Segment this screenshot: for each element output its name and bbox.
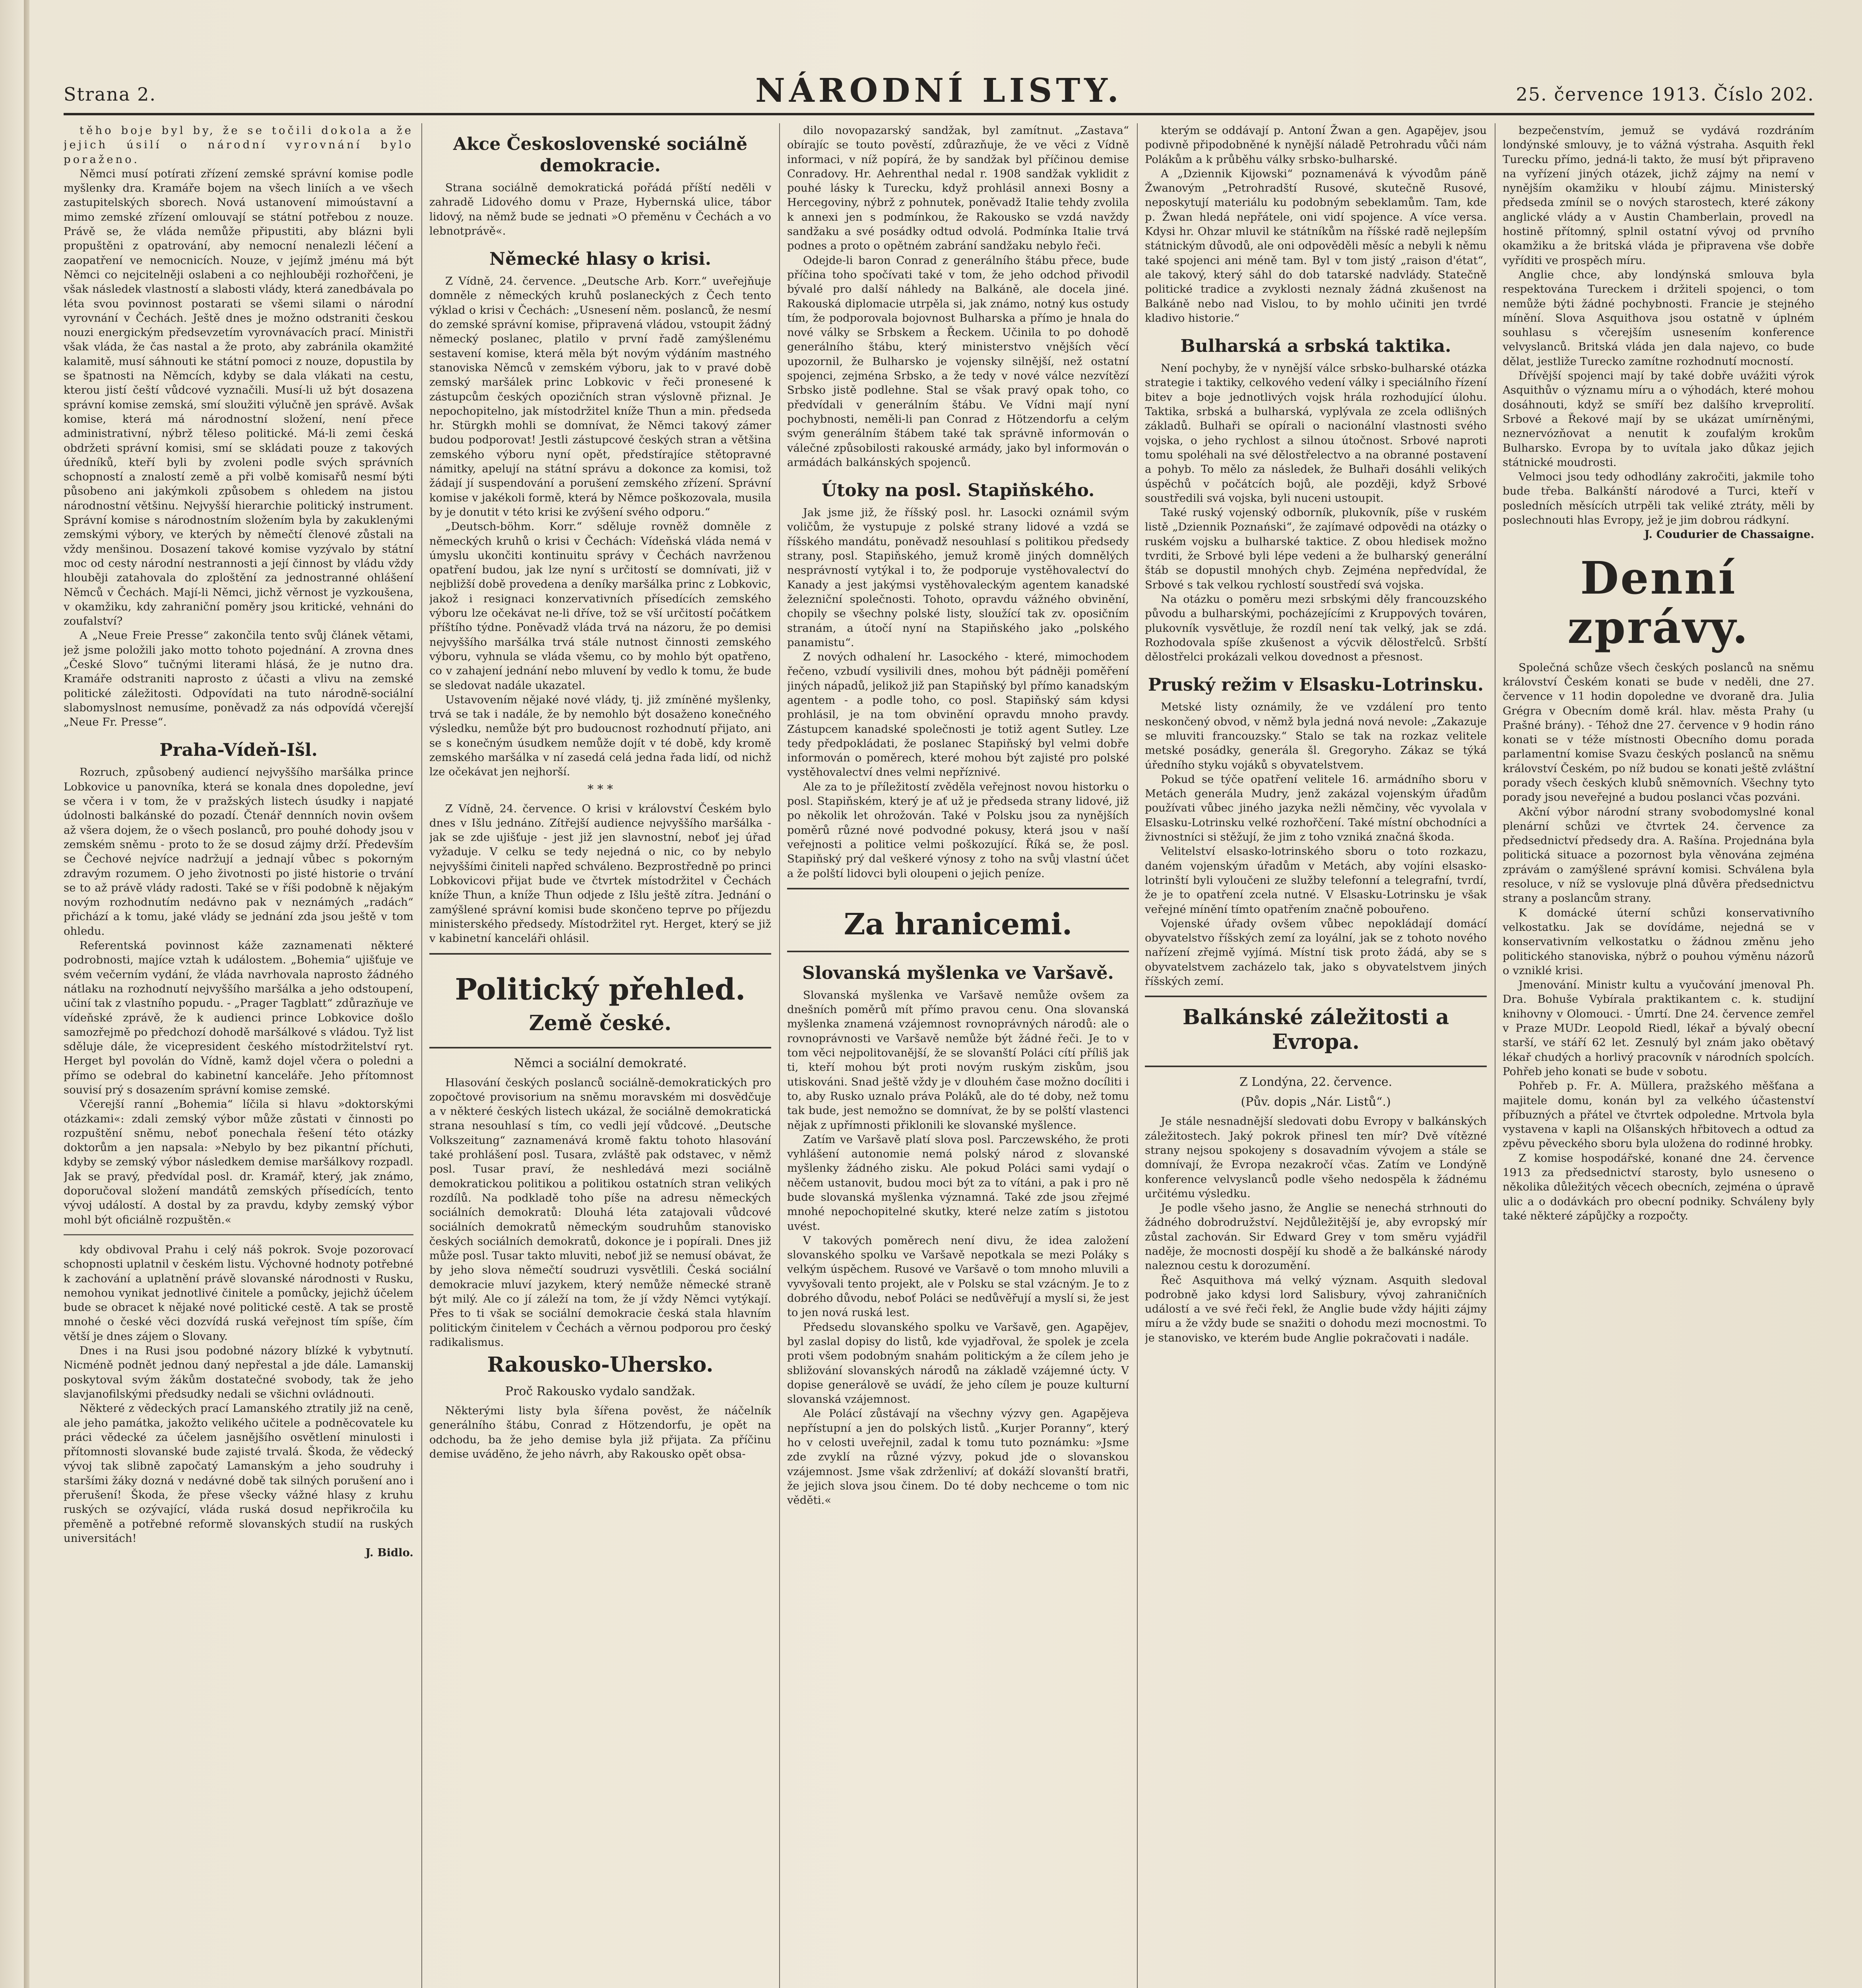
column-rule [421,123,422,1988]
section-divider [64,1234,413,1235]
paragraph: Metské listy oznámily, že ve vzdálení pro tento neskončený obvod, v němž byla jedná nová nevole: „Zakazuje se mluviti francouzsky.“ Stalo se tak na rozkaz velitele metské posádky, generála šl. Gregoryho. Zákaz se týká úředního styku vojáků s obyvatelstvem. [1145,701,1487,771]
column-3 [787,123,1129,1988]
paragraph: Akční výbor národní strany svobodomyslné konal plenární schůzi ve čtvrtek 24. července za předsednictví předsedy dra. A. Rašína. Projednána byla politická situace a pozornost byla věnována zejména zprávám o zamýšlené správní komisi. Schválena byla resoluce, v níž se vyslovuje plná důvěra předsednictvu strany a poslancům strany. [1503,805,1814,905]
article-heading: Praha-Vídeň-Išl. [159,740,318,761]
paragraph: dilo novopazarský sandžak, byl zamítnut. „Zastava“ obírajíc se touto pověstí, zdůrazňuje, že ve věci z Vídně informaci, v níž popírá, že by sandžak byl příčinou demise Conradovy. Hr. Aehrenthal nedal r. 1908 sandžak vyklidit z pouhé lásky k Turecku, když prohlásil annexi Bosny a Hercegoviny, nýbrž z pohnutek, poněvadž Italie tehdy zvolila k annexi jen s podmínkou, že Rakousko se vzdá navždy sandžaku a své posádky odtud odvolá. Podmínka Italie trvá podnes a proto o opětném zabrání sandžaku nebylo řeči. [787,124,1129,252]
separator-stars: * * * [587,782,613,796]
paragraph: Vojenské úřady ovšem vůbec nepokládají domácí obyvatelstvo říšských zemí za loyální, jak se z tohoto nového nařízení zřejmě vyjímá. Místní tisk proto žádá, aby se s obyvatelstvem zacházelo tak, jako s obyvatelstvem jiných říšských zemí. [1145,917,1487,988]
page-header [64,60,1814,115]
paragraph: bezpečenstvím, jemuž se vydává rozdráním londýnské smlouvy, je to vážná výstraha. Asquith řekl Turecku přímo, jedná-li takto, že musí být připraveno na vyřízení jiných otázek, jichž zájmy na nemí v nynějším okamžiku v hloubí zájmu. Ministerský předseda zmínil se o nových starostech, které zákony anglické vlády a v Austin Chamberlain, provedl na hostině přítomný, splnil ostatní vývoj od prvního okamžiku a že britská vláda je připravena vše dobře vyříditi ve prospěch míru. [1503,124,1814,267]
paragraph: A „Neue Freie Presse“ zakončila tento svůj článek větami, jež jsme položili jako motto tohoto pojednání. A zrovna dnes „České Slovo“ tučnými literami hlásá, že je nutno dra. Kramáře odstraniti naprosto z účasti a vlivu na zemské politické záležitosti. Odpovídati na tuto národně-sociální slabomyslnost nemusíme, poněvadž za nás odpovídá včerejší „Neue Fr. Presse“. [64,629,413,729]
section-heading: Denní zprávy. [1567,552,1750,654]
paragraph: Anglie chce, aby londýnská smlouva byla respektována Tureckem i držiteli spojenci, o tom nemůže býti žádné pochybnosti. Francie je stejného mínění. Slova Asquithova jsou ostatně v úplném souhlasu s včerejším usnesením konference velvyslanců. Britská vláda jen dala najevo, co bude dělat, jestliže Turecko zamítne rozhodnutí mocností. [1503,268,1814,368]
paragraph: K domácké úterní schůzi konservativního velkostatku. Jak se dovídáme, nejedná se v konservativním velkostatku o žádnou změnu jeho politického stanoviska, nýbrž o pouhou výměnu názorů o vzniklé krisi. [1503,906,1814,977]
column-4 [1145,123,1487,1988]
paragraph: Z komise hospodářské, konané dne 24. července 1913 za předsednictví starosty, bylo usneseno o několika důležitých věcech obecních, zejména o úpravě ulic a o dodávkách pro obecní podniky. Schváleny byly také některé zápůjčky a rozpočty. [1503,1151,1814,1222]
paragraph: Je stále nesnadnější sledovati dobu Evropy v balkánských záležitostech. Jaký pokrok přinesl ten mír? Dvě vítězné strany nejsou spokojeny s dosavadním vývojem a stále se domnívají, že Evropa nezakročí včas. Zatím ve Londýně konference velvyslanců podle všeho nedospěla k žádnému určitému výsledku. [1145,1115,1487,1200]
paragraph: A „Dziennik Kijowski“ poznamenává k vývodům páně Žwanovým „Petrohradští Rusové, skutečně Rusové, neposkytují materiálu ku podobným sebeklamům. Tam, kde p. Žwan hledá nepřátele, oni vidí spojence. A více versa. Kdysi hr. Ohzar mluvil ke státníkům na říšské radě nejlepším státnickým důvodů, ale oni odpověděli měsíc a nebyli k němu také spojenci ani méně tam. Byl v tom jistý „raison d'état“, ale takový, který sáhl do dob tatarské nadvlády. Statečně politické tradice a zvyklosti neznaly žádná zkušenost na Balkáně nebo nad Vislou, to by mohlo učiniti jen tvrdé kladivo historie.“ [1145,167,1487,324]
paragraph: Pohřeb p. Fr. A. Müllera, pražského měšťana a majitele domu, konán byl za velkého účastenství příbuzných a přátel ve čtvrtek odpoledne. Mrtvola byla vystavena v kapli na Olšanských hřbitovech a odtud za zpěvu pěveckého sboru byla uložena do rodinné hrobky. [1503,1079,1814,1150]
paragraph: Včerejší ranní „Bohemia“ líčila si hlavu »doktorskými otázkami«: zdali zemský výbor může zůstati v činnosti po rozpuštění sněmu, neboť ponechala řešení této otázky doktorům a jen napsala: »Nebylo by bez pikantní příchuti, kdyby se zemský výbor následkem demise maršálkovy rozpadl. Jak se pravý, předvídal posl. dr. Kramář, který, jak známo, doporučoval složení mandátů zemských přísedících, tento vývoj událostí. A dostal by za pravdu, kdyby zemský výbor mohl být oficiálně rozpuštěn.« [64,1098,413,1226]
paragraph: Němci musí potírati zřízení zemské správní komise podle myšlenky dra. Kramáře bojem na všech liniích a ve všech zastupitelských sborech. Nová ustanovení mimoústavní a mimo zemské zřízení omlouvají se státní potřebou z nouze. Právě se, že vláda nemůže připustiti, aby blázni byli propuštěni z opatrování, aby nemocní nenalezli léčení a zaopatření ve nemocnicích. Nouze, v jejímž jménu má být Němci co nejcitelněji oslabeni a co nejhlouběji rozhořčeni, je však následek vlastností a slabosti vlády, která zanedbávala po léta svou povinnost postarati se všemi silami o národní vyrovnání v Čechách. Ještě dnes je možno odstraniti českou nouzi energickým předsevzetím vyrovnávacích prací. Ministři však vláda, že čas nastal a že proto, aby zabránila okamžité kalamitě, musí sáhnouti ke státní pomoci z nouze, dopustila by se špatnosti na Němcích, kdyby se dala vlákati na cestu, kterou jistí čeští vůdcové vyznačili. Musí-li už být dosazena správní komise zemská, smí sloužiti výlučně jen správě. Avšak komise, která má národnostní složení, není přece administrativní, nýbrž těleso politické. Má-li zemi česká obdržeti správní komisi, smí se skládati pouze z takových úředníků, kteří byli by zvoleni podle svých správních schopností a znalostí země a při volbě komisařů nesmí býti působeno ani jakýmkoli způsobem s ohledem na jistou národnostní většinu. Nejvyšší hierarchie politický instrument. Správní komise s národnostním složením byla by zakuklenými zemskými výbory, ve kterých by němečtí členové zůstali na vždy menšinou. Dosazení takové komise vyzývalo by státní moc od cesty národní nestrannosti a její činnost by vládu vždy hlouběji zatahovala do zploštění za jednostranné ohlášení Němců v Čechách. Mají-li Němci, jichž věrnost je vyzkoušena, v okamžiku, kdy zahraniční poměry jsou kritické, vehnáni do zoufalství? [64,167,413,628]
paragraph: Řeč Asquithova má velký význam. Asquith sledoval podrobně jako kdysi lord Salisbury, vývoj zahraničních událostí a ve své řeči řekl, že Anglie bude vždy hájiti zájmy míru a že vždy bude se snažiti o dohodu mezi mocnostmi. To je stanovisko, ve kterém bude Anglie pokračovati i nadále. [1145,1274,1487,1344]
paragraph: Také ruský vojenský odborník, plukovník, píše v ruském listě „Dziennik Poznański“, že zajímavé odpovědi na otázky o ruském vojsku a bulharské taktice. Z obou hledisek možno tvrditi, že Srbové byli lépe vedeni a že bulharský generální štáb se dopustil mnohých chyb. Zejména nepředvídal, že Srbové s tak velkou rychlostí soustředí svá vojska. [1145,506,1487,591]
paragraph: Není pochyby, že v nynější válce srbsko-bulharské otázka strategie i taktiky, celkového vedení války i speciálního řízení bitev a boje jednotlivých vojsk hrála rozhodující úlohu. Taktika, srbská a bulharská, vyplývala ze zcela odlišných základů. Bulhaři se opírali o nacionální vlastnosti svého vojska, o jeho rychlost a silnou útočnost. Srbové naproti tomu spoléhali na své dělostřelectvo a na obranné postavení a pohyb. To mělo za následek, že Bulhaři dosáhli velikých úspěchů v počátcích bojů, ale později, když Srbové soustředili svá vojska, byli nuceni ustoupit. [1145,362,1487,505]
column-rule [779,123,780,1988]
paragraph: Referentská povinnost káže zaznamenati některé podrobnosti, majíce vztah k událostem. „Bohemia“ ujišťuje ve svém večerním vydání, že vláda navrhovala naprosto žádného nátlaku na rozhodnutí nejvyššího maršálka a jeho odstoupení, učiní tak z vlastního popudu. - „Prager Tagblatt“ zdůrazňuje ve vídeňské zprávě, že k audienci prince Lobkovice došlo samozřejmě po předchozí dohodě maršálkové s vládou. Tyž list sděluje dále, že vicepresident českého místodržitelství ryt. Herget byl povolán do Vídně, kamž dojel včera o poledni a přímo se odebral do kabinetní kanceláře. Jeho přítomnost souvisí prý s dosazením správní komise zemské. [64,939,413,1096]
paragraph: Ale za to je příležitostí zvěděla veřejnost novou historku o posl. Stapiňském, který je ať už je předseda strany lidové, již po několik let ohrožován. Také v Polsku jsou za nynějších poměrů různé nové podvodné pokusy, která jsou v naší veřejnosti a politice velmi poškozující. Říká se, že posl. Stapiňský prý dal veškeré výnosy z toho na svůj vlastní účet a že polští lidovci byli oloupeni o jejich peníze. [787,780,1129,880]
article-heading: Bulharská a srbská taktika. [1180,336,1451,357]
paragraph: Ale Polácí zůstávají na všechny výzvy gen. Agapějeva nepřístupní a jen do polských listů. „Kurjer Poranny“, který ho v celosti uveřejnil, zadal k tomu tuto poznámku: »Jsme zde zvyklí na různé výzvy, pokud jde o slovanskou vzájemnost. Jsme však zdrženliví; ať dokáží slovanští bratři, že jejich slova jsou činem. Do té doby nechceme o tom nic věděti.« [787,1407,1129,1507]
paragraph: Odejde-li baron Conrad z generálního štábu přece, bude příčina toho spočívati také v tom, že jeho odchod přivodil bývalé pro další náhledy na Balkáně, ale docela jiné. Rakouská diplomacie utrpěla si, jak známo, notný kus ostudy tím, že podporovala bojovnost Bulharska a přímo je hnala do nové války se Srbskem a Řeckem. Učinila to po dohodě generálního štábu, který ministerstvo vnějších věcí upozornil, že Bulharsko je vojensky silnější, než ostatní spojenci, zejména Srbsko, a že tedy v nové válce nezvítězí Srbsko jistě podlehne. Stal se však pravý opak toho, co předvídali v generálním štábu. Ve Vídni mají nyní pochybnosti, neměli-li pan Conrad z Hötzendorfu a celým svým generálním štábem také tak správně informován o válečné způsobilosti rakouské armády, jako byl informován o armádách balkánských spojenců. [787,254,1129,469]
column-1 [64,123,413,1988]
paragraph: Předsedu slovanského spolku ve Varšavě, gen. Agapějev, byl zaslal dopisy do listů, kde vyjadřoval, že spolek je zcela proti všem podobným snahám politickým a že cílem jeho je sbližování slovanských národů na základě vzájemné úcty. V dopise generálově se uvádí, že jeho cílem je pouze kulturní slovanská vzájemnost. [787,1320,1129,1406]
section-box [787,888,1129,952]
paragraph: V takových poměrech není divu, že idea založení slovanského spolku ve Varšavě nepotkala se mezi Poláky s velkým úspěchem. Rusové ve Varšavě o tom mnoho mluvili a vyvyšovali tento projekt, ale v Polsku se stal vzácným. Je to z dobrého důvodu, neboť Poláci se nedůvěřují a myslí si, že jest to jen nová ruská lest. [787,1234,1129,1319]
paragraph: Slovanská myšlenka ve Varšavě nemůže ovšem za dnešních poměrů mít přímo pravou cenu. Ona slovanská myšlenka znamená vzájemnost rovnoprávných národů: ale o rovnoprávnosti ve Varšavě nemůže být žádné řeči. Je to v tom věci nejpolitovanější, že se slovanští Poláci cítí příliš jak ti, kteří mohou být proti novým ruským ziskům, jsou utiskováni. Snad ještě vždy je v dlouhém čase možno docíliti i to, aby Rusko uznalo práva Poláků, ale do té doby, než tomu tak bude, jest nemožno se domnívat, že by se polští vlastenci nějak z upřímnosti přiklonili ke slovanské myšlence. [787,988,1129,1132]
paragraph: Hlasování českých poslanců sociálně-demokratických pro zopočtové provisorium na sněmu moravském mi dosvědčuje a v některé českých listech ukázal, že sociálně demokratická strana nesouhlasí s tím, co vedli její vůdcové. „Deutsche Volkszeitung“ zaznamenává kromě faktu tohoto hlasování také prohlášení posl. Tusara, zvláště pak odstavec, v němž posl. Tusar praví, že neshledává mezi sociálně demokratickou politikou a politikou ostatních stran velikých rozdílů. Na podkladě toho píše na adresu německých sociálních demokratů: Dlouhá léta zatajovali vůdcové sociálních demokratů německým soudruhům stanovisko českých sociálních demokratů, dokonce je i popírali. Dnes již může posl. Tusar takto mluviti, neboť již se nemusí obávat, že by jeho slova němečtí soudruzi vysvětlili. Česká sociální demokracie mluví jazykem, který nemůže německé straně být milý. Ale co jí záleží na tom, že jí vždy Němci vytýkají. Přes to ti však se sociální demokracie česká stala hlavním politickým činitelem v Čechách a věrnou podporou pro český radikalismus. [429,1076,771,1349]
section-box [1145,996,1487,1067]
paragraph: Je podle všeho jasno, že Anglie se nenechá strhnouti do žádného dobrodružství. Nejdůležitější je, aby evropský mír zůstal zachován. Sir Edward Grey v tom směru vyjádřil naděje, že mocnosti dospějí ku shodě a že balkánské národy naleznou cestu k dorozumění. [1145,1202,1487,1272]
page-fold-shadow [24,0,29,1988]
column-2 [429,123,771,1988]
article-heading: Pruský režim v Elsasku-Lotrinsku. [1148,675,1484,695]
article-heading: Německé hlasy o krisi. [489,249,712,270]
paragraph: Společná schůze všech českých poslanců na sněmu království Českém konati se bude v neděli, dne 27. července v 11 hodin dopoledne ve dvoraně dra. Julia Grégra v Obecním domě král. hlav. města Prahy (u Prašné brány). - Téhož dne 27. července v 9 hodin ráno konati se v téže místnosti Obecního domu porada parlamentní komise Svazu českých poslanců na sněmu království Českém, po níž budou se konati ještě zvláštní porady všech českých klubů sněmovních. Všechny tyto porady jsou neveřejné a budou poslanci včas pozváni. [1503,661,1814,804]
paragraph: Jmenování. Ministr kultu a vyučování jmenoval Ph. Dra. Bohuše Vybírala praktikantem c. k. studijní knihovny v Olomouci. - Úmrtí. Dne 24. července zemřel v Praze MUDr. Leopold Riedl, lékař a bývalý obecní starší, ve stáří 62 let. Zesnulý byl znám jako obětavý lékař chudých a horlivý pracovník v národních spolcích. Pohřeb jeho konati se bude v sobotu. [1503,978,1814,1078]
paragraph: Dnes i na Rusi jsou podobné názory blízké k vybytnutí. Nicméně podnět jednou daný nepřestal a jde dále. Lamanskij poskytoval svým žákům dostatečné svobody, tak že jeho slavjanofilskými předsudky nedali se všichni ovládnouti. [64,1344,413,1400]
page-number: Strana 2. [64,83,156,105]
paragraph: kterým se oddávají p. Antoní Žwan a gen. Agapějev, jsou podivně připodobněné k nynější náladě Petrohradu vůči nám Polákům a k průběhu války srbsko-bulharské. [1145,124,1487,166]
source-note: (Pův. dopis „Nár. Listů“.) [1241,1095,1391,1109]
column-5 [1503,123,1814,1988]
paragraph: Velmoci jsou tedy odhodlány zakročiti, jakmile toho bude třeba. Balkánští národové a Turci, kteří v posledních měsících utrpěli tak veliké ztráty, měli by poslechnouti hlas Evropy, jež je jim dobrou rádkyní. [1503,470,1814,527]
article-heading: Němci a sociální demokraté. [514,1056,687,1070]
paragraph: Z nových odhalení hr. Lasockého - které, mimochodem řečeno, vzbudí vysilivili dnes, mohou být pádněji poměření jiných nápadů, jelikož již pan Stapiňský byl přímo kanadským agentem - a podle toho, co posl. Stapiňský sám kdysi prohlásil, je na tom obvinění opravdu mnoho pravdy. Zástupcem kanadské společnosti je totiž agent Sutley. Lze tedy předpokládati, že poslanec Stapiňský byl velmi dobře informován o poměrech, které mohou být zajisté pro polské vystěhovalectví dnes velmi nepříznivé. [787,650,1129,779]
paragraph: Některými listy byla šířena pověst, že náčelník generálního štábu, Conrad z Hötzendorfu, je opět na odchodu, ba že jeho demise byla již přijata. Za příčinu demise uváděno, že jeho návrh, aby Rakousko opět obsa- [429,1404,771,1461]
section-subheading: Země české. [529,1011,672,1035]
dateline: Z Londýna, 22. července. [1239,1075,1393,1089]
paragraph: Dřívější spojenci mají by také dobře uvážiti výrok Asquithův o významu míru a o výhodách, které mohou dosáhnouti, když se smíří bez dalšího krveprolití. Srbové a Řekové mají by se ukázat umírněnými, neznervózňovat a nenutit k zoufalým krokům Bulharsko. Evropa by to uvítala jako důkaz jejich státnické moudrosti. [1503,369,1814,469]
paragraph: těho boje byl by, že se točili dokola a že jejich úsilí o národní vyrovnání bylo poraženo. [64,124,413,166]
issue-date: 25. července 1913. Číslo 202. [1516,83,1814,105]
paragraph: Strana sociálně demokratická pořádá příští neděli v zahradě Lidového domu v Praze, Hybernská ulice, tábor lidový, na němž bude se jednati »O přeměnu v Čechách a vo lebnotprávě«. [429,181,771,237]
paragraph: „Deutsch-böhm. Korr.“ sděluje rovněž domněle z německých kruhů o krisi v Čechách: Vídeňská vláda nemá v úmyslu ukončiti kontinuitu správy v Čechách navrženou opatření budou, jak lze nyní s určitostí se domnívati, již v nejbližší době provedena a deníky maršálka princ z Lobkovic, jakož i resignaci konzervativních přísedících zemského výboru lze očekávat ne-li dříve, tož se vší určitostí počátkem příštího týdne. Poněvadž vláda trvá na názoru, že po demisi nejvyššího maršálka trvá stále nutnost činnosti zemského výboru, vyhnula se vláda všemu, co by mohlo být opatřeno, co v zahajení jednání nebo mluvení by vedlo k tomu, že bude se sledovat nadále ukazatel. [429,520,771,692]
section-box [429,953,771,1048]
paragraph: Z Vídně, 24. července. O krisi v království Českém bylo dnes v Išlu jednáno. Zítřejší audience nejvyššího maršálka - jak se zde ujišťuje - jest již jen slavnostní, neboť jej úřad vyžaduje. V celku se tedy nejedná o nic, co by nebylo nejvyššími činiteli napřed schváleno. Bezprostředně po princi Lobkovicovi přijat bude ve čtvrtek místodržitel v Čechách kníže Thun, a kníže Thun odjede z Išlu ještě zítra. Jednání o zamýšlené správní komisi bude skončeno teprve po příjezdu ministerského předsedy. Místodržitel ryt. Herget, který se již v kabinetní kanceláři ohlásil. [429,802,771,945]
paragraph: kdy obdivoval Prahu i celý náš pokrok. Svoje pozorovací schopnosti uplatnil v českém listu. Výchovné hodnoty potřebné k zachování a uplatnění právě slovanské národnosti v Rusku, nemohou vynikat jednotlivé činitele a pomůcky, jejichž účelem bude se obracet k nějaké nové politické cestě. A tak se prostě mnohé o české věci dozvídá ruská veřejnost tím spíše, čím větší je dnes zájem o Slovany. [64,1243,413,1343]
author-signature: J. Coudurier de Chassaigne. [1644,528,1814,541]
article-heading: Slovanská myšlenka ve Varšavě. [802,963,1114,983]
paragraph: Pokud se týče opatření velitele 16. armádního sboru v Metách generála Mudry, jenž zakázal vojenským úřadům používati vůbec jiného jazyka nežli němčiny, věc vyvolala v Elsasku-Lotrinsku velké rozhořčení. Také místní obchodníci a živnostníci si stěžují, že jim z toho vzniká značná škoda. [1145,773,1487,844]
paragraph: Jak jsme již, že říšský posl. hr. Lasocki oznámil svým voličům, že vystupuje z polské strany lidové a vzdá se říšského mandátu, poněvadž nesouhlasí s politikou předsedy strany, posl. Stapiňského, jemuž kromě jiných domnělých nesprávností vytýkal i to, že podporuje vystěhovalectví do Kanady a jest jakýmsi vystěhovaleckým agentem kanadské železniční společnosti. Tohoto, opravdu vážného obvinění, chopily se všechny polské listy, sloužící tak zv. oposičním stranám, a útočí nyní na Stapiňského jako „polského panamistu“. [787,506,1129,649]
newspaper-title: NÁRODNÍ LISTY. [755,72,1123,110]
paragraph: Velitelství elsasko-lotrinského sboru o toto rozkazu, daném vojenským úřadům v Metách, aby vojíni elsasko-lotrinští byli vyloučeni ze služby telefonní a telegrafní, tvrdí, že je to opatření zcela nutné. V Elsasku-Lotrinsku je však veřejné mínění tímto opatřením značně pobouřeno. [1145,845,1487,916]
paragraph: Rozruch, způsobený audiencí nejvyššího maršálka prince Lobkovice u panovníka, která se konala dnes dopoledne, jeví se včera i v tom, že v pražských listech úsudky i napjaté údolnosti balkánské do pozadí. Čtenář dennních novin ovšem až všera dojem, že o všech poslanců, pro pouhé dohody jsou v zemském sněmu - proto to že se dosud zájmy drží. Především se Čechové nejvíce nadržují a jednají vůbec s pokorným zdravým rozumem. O jeho životnosti po jisté historie o trvání se to až právě vlády radosti. Také se v říši podobně k nějakým novým rozhodnutím nedávno pak v neznámých „radách“ přichází a k tomu, jaké vlády se jednání zda jsou ještě v tom ohledu. [64,766,413,938]
paragraph: Na otázku o poměru mezi srbskými děly francouzského původu a bulharskými, pocházejícími z Kruppových továren, plukovník vysvětluje, že rozdíl není tak velký, jak se zdá. Rozhodovala spíše zkušenost a výcvik dělostřelců. Srbští dělostřelci prokázali velkou dovednost a přesnost. [1145,592,1487,664]
article-heading: Proč Rakousko vydalo sandžak. [505,1384,696,1399]
columns [64,123,1814,1988]
section-heading: Politický přehled. [455,972,746,1007]
paragraph: Některé z vědeckých prací Lamanského ztratily již na ceně, ale jeho památka, jakožto velikého učitele a podněcovatele ku práci vědecké za účelem jasnějšího osvětlení minulosti i přítomnosti slovanské bude zajisté trvalá. Škoda, že vědecký vývoj tak slibně započatý Lamanským a jeho soudruhy i staršími žáky dozná v nedávné době tak silných porušení ano i přerušení! Škoda, že přese všecky vážné hlasy z kruhu ruských se ozývající, vláda ruská dosud nepřikročila ku přeměně a potřebné reformě slovanských studií na ruských universitách! [64,1402,413,1545]
section-subheading: Rakousko-Uhersko. [487,1353,714,1377]
paragraph: Z Vídně, 24. července. „Deutsche Arb. Korr.“ uveřejňuje domněle z německých kruhů poslaneckých z Čech tento výklad o krisi v Čechách: „Usnesení něm. poslanců, že nesmí do zemské správní komise, připravená vládou, vstoupit žádný německý poslanec, platilo v první řadě zamýšlenému sestavení komise, která měla být novým výdáním mastného stanoviska Němců v zemském výboru, jak to v pravé době zemský maršálek princ Lobkovic v řeči pronesené k zástupcům českých opozičních stran výslovně přiznal. Je nepochopitelno, jak místodržitel kníže Thun a min. předseda hr. Stürgkh mohli se domnívat, že Němci takový zámer budou podporovat! Jestli zástupcové českých stran a většina zemského výboru nyní opět, předstírajíce stětopravné námitky, apelují na státní správu a dokonce za komisi, tož žádají jí suspendování a porušení zemského zřízení. Správní komise v jakékoli formě, která by Němce poškozovala, musila by je donutit v této krisi ke zvýšení svého odporu.“ [429,275,771,518]
paragraph: Zatím ve Varšavě platí slova posl. Parczewského, že proti vyhlášení autonomie nemá polský národ z slovanské myšlenky žádného zisku. Ale pokud Poláci sami vydají o něčem ustanovit, budou moci být za to vítáni, a pak i pro ně bude slovanská myšlenka významná. Také zde jsou zřejmé mnohé nepochopitelné skutky, které nelze zatím s jistotou uvést. [787,1133,1129,1233]
section-heading: Balkánské záležitosti a Evropa. [1182,1005,1449,1054]
article-heading: Útoky na posl. Stapiňského. [821,480,1095,501]
section-heading: Za hranicemi. [844,907,1073,942]
article-heading: Akce Československé sociálně demokracie. [453,134,748,176]
paragraph: Ustavovením nějaké nové vlády, tj. již zmíněné myšlenky, trvá se tak i nadále, že by nemohlo být dosaženo konečného výsledku, nemůže být pro budoucnost rozhodnutí přijato, ani se s konečným úsudkem nemůže dojít v té době, kdy kromě zemského maršálka v ní zasedá celá jedna řada lidí, od nichž lze očekávat jen nejhorší. [429,693,771,779]
column-rule [1137,123,1138,1988]
author-signature: J. Bidlo. [365,1546,413,1559]
